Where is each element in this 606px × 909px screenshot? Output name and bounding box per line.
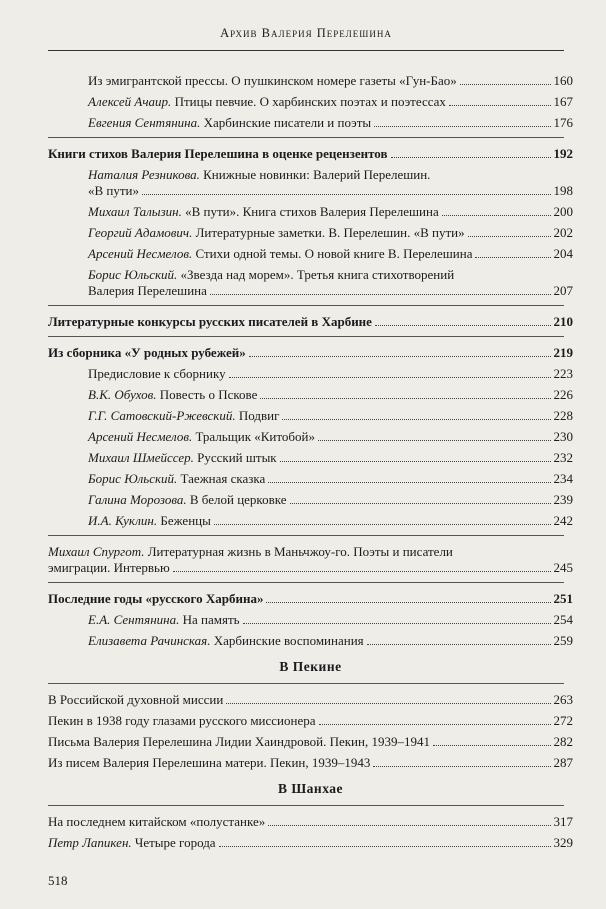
- entry-author: Георгий Адамович.: [88, 225, 193, 240]
- entry-page: 317: [553, 814, 573, 829]
- table-of-contents: [48, 73, 573, 856]
- entry-title-cont: Валерия Перелешина: [88, 283, 207, 298]
- toc-entry[interactable]: [48, 366, 573, 382]
- entry-author: Арсений Несмелов.: [88, 246, 193, 261]
- entry-page: 287: [553, 755, 573, 770]
- part-title-peking: В Пекине: [279, 659, 342, 674]
- section-title: Последние годы «русского Харбина»: [48, 591, 264, 606]
- entry-author: Михаил Спургот.: [48, 544, 145, 559]
- entry-author: Борис Юльский.: [88, 471, 178, 486]
- entry-author: Г.Г. Сатовский-Ржевский.: [88, 408, 236, 423]
- section-page: 219: [553, 345, 573, 360]
- section-divider: [48, 535, 564, 536]
- entry-author: Арсений Несмелов.: [88, 429, 193, 444]
- toc-entry[interactable]: [48, 835, 573, 851]
- entry-author: Наталия Резникова.: [88, 167, 200, 182]
- part-title-shanghai: В Шанхае: [277, 781, 344, 796]
- toc-entry[interactable]: [48, 246, 573, 262]
- entry-page: 226: [553, 387, 573, 402]
- entry-author: Михаил Талызин.: [88, 204, 182, 219]
- toc-entry[interactable]: [48, 225, 573, 241]
- entry-page: 263: [553, 692, 573, 707]
- entry-title: Из писем Валерия Перелешина матери. Пекин, 1939–1943: [48, 755, 371, 770]
- entry-page: 272: [553, 713, 573, 728]
- entry-author: Е.А. Сентянина.: [88, 612, 180, 627]
- entry-title: Подвиг: [238, 408, 280, 423]
- entry-title-cont: эмиграции. Интервью: [48, 560, 170, 575]
- entry-author: Алексей Ачаир.: [88, 94, 172, 109]
- entry-page: 239: [553, 492, 573, 507]
- entry-page: 207: [553, 283, 573, 298]
- section-divider: [48, 137, 564, 138]
- entry-title: Харбинские писатели и поэты: [203, 115, 372, 130]
- entry-author: В.К. Обухов.: [88, 387, 157, 402]
- entry-title: Четыре города: [134, 835, 216, 850]
- entry-title: В белой церковке: [189, 492, 287, 507]
- entry-page: 202: [553, 225, 573, 240]
- toc-entry[interactable]: [48, 814, 573, 830]
- page-number: 518: [48, 873, 68, 888]
- entry-page: 245: [553, 560, 573, 575]
- toc-entry[interactable]: [48, 204, 573, 220]
- entry-title-cont: «В пути»: [88, 183, 140, 198]
- toc-entry[interactable]: [48, 692, 573, 708]
- entry-page: 223: [553, 366, 573, 381]
- entry-title: Письма Валерия Перелешина Лидии Хаиндровой. Пекин, 1939–1941: [48, 734, 430, 749]
- entry-page: 232: [553, 450, 573, 465]
- section-title: Литературные конкурсы русских писателей в Харбине: [48, 314, 372, 329]
- toc-entry[interactable]: [48, 734, 573, 750]
- entry-title: На память: [182, 612, 240, 627]
- entry-author: Михаил Шмейссер.: [88, 450, 194, 465]
- toc-entry[interactable]: [48, 513, 573, 529]
- toc-entry[interactable]: [48, 713, 573, 729]
- section-divider: [48, 805, 564, 806]
- toc-entry[interactable]: [48, 492, 573, 508]
- toc-section[interactable]: [48, 314, 573, 330]
- entry-page: 204: [553, 246, 573, 261]
- toc-entry[interactable]: [48, 94, 573, 110]
- entry-title: Беженцы: [160, 513, 211, 528]
- entry-author: Евгения Сентянина.: [88, 115, 201, 130]
- section-title: Из сборника «У родных рубежей»: [48, 345, 246, 360]
- entry-author: Борис Юльский.: [88, 267, 178, 282]
- toc-entry[interactable]: [48, 73, 573, 89]
- entry-page: 329: [553, 835, 573, 850]
- toc-entry[interactable]: [48, 755, 573, 771]
- section-divider: [48, 683, 564, 684]
- entry-page: 198: [553, 183, 573, 198]
- toc-entry[interactable]: [48, 167, 573, 199]
- toc-section[interactable]: [48, 591, 573, 607]
- section-divider: [48, 582, 564, 583]
- entry-page: 167: [553, 94, 573, 109]
- entry-page: 176: [553, 115, 573, 130]
- entry-page: 230: [553, 429, 573, 444]
- entry-title: Повесть о Пскове: [159, 387, 258, 402]
- toc-entry[interactable]: [48, 612, 573, 628]
- entry-page: 200: [553, 204, 573, 219]
- entry-page: 242: [553, 513, 573, 528]
- toc-entry[interactable]: [48, 408, 573, 424]
- toc-entry[interactable]: [48, 267, 573, 299]
- section-title: Книги стихов Валерия Перелешина в оценке рецензентов: [48, 146, 388, 161]
- entry-title: В Российской духовной миссии: [48, 692, 224, 707]
- toc-entry[interactable]: [48, 450, 573, 466]
- toc-entry[interactable]: [48, 429, 573, 445]
- entry-title: Литературная жизнь в Маньчжоу-го. Поэты и писатели: [147, 544, 453, 559]
- entry-title: Тральщик «Китобой»: [195, 429, 315, 444]
- entry-title: Литературные заметки. В. Перелешин. «В пути»: [195, 225, 465, 240]
- section-page: 251: [553, 591, 573, 606]
- entry-title: Птицы певчие. О харбинских поэтах и поэтессах: [174, 94, 446, 109]
- entry-page: 234: [553, 471, 573, 486]
- entry-title: Харбинские воспоминания: [213, 633, 364, 648]
- toc-entry[interactable]: [48, 544, 573, 576]
- entry-title: Стихи одной темы. О новой книге В. Перелешина: [195, 246, 473, 261]
- toc-section[interactable]: [48, 146, 573, 162]
- entry-author: Галина Морозова.: [88, 492, 187, 507]
- entry-title: Предисловие к сборнику: [88, 366, 226, 381]
- toc-section[interactable]: [48, 345, 573, 361]
- section-page: 192: [553, 146, 573, 161]
- entry-page: 160: [553, 73, 573, 88]
- toc-entry[interactable]: [48, 633, 573, 649]
- entry-title: Русский штык: [197, 450, 277, 465]
- entry-page: 254: [553, 612, 573, 627]
- running-header: Архив Валерия Перелешина: [220, 26, 392, 40]
- entry-title: «Звезда над морем». Третья книга стихотворений: [180, 267, 455, 282]
- entry-title: Таежная сказка: [180, 471, 266, 486]
- toc-entry[interactable]: [48, 471, 573, 487]
- entry-author: Петр Лапикен.: [48, 835, 132, 850]
- toc-entry[interactable]: [48, 387, 573, 403]
- entry-title: «В пути». Книга стихов Валерия Перелешина: [185, 204, 439, 219]
- entry-title: На последнем китайском «полустанке»: [48, 814, 266, 829]
- toc-entry[interactable]: [48, 115, 573, 131]
- entry-title: Из эмигрантской прессы. О пушкинском номере газеты «Гун-Бао»: [88, 73, 457, 88]
- section-divider: [48, 305, 564, 306]
- section-page: 210: [553, 314, 573, 329]
- entry-page: 259: [553, 633, 573, 648]
- entry-author: Елизавета Рачинская.: [88, 633, 211, 648]
- entry-title: Пекин в 1938 году глазами русского миссионера: [48, 713, 316, 728]
- entry-author: И.А. Куклин.: [88, 513, 158, 528]
- entry-title: Книжные новинки: Валерий Перелешин.: [203, 167, 431, 182]
- entry-page: 282: [553, 734, 573, 749]
- section-divider: [48, 336, 564, 337]
- entry-page: 228: [553, 408, 573, 423]
- header-rule: [48, 50, 564, 51]
